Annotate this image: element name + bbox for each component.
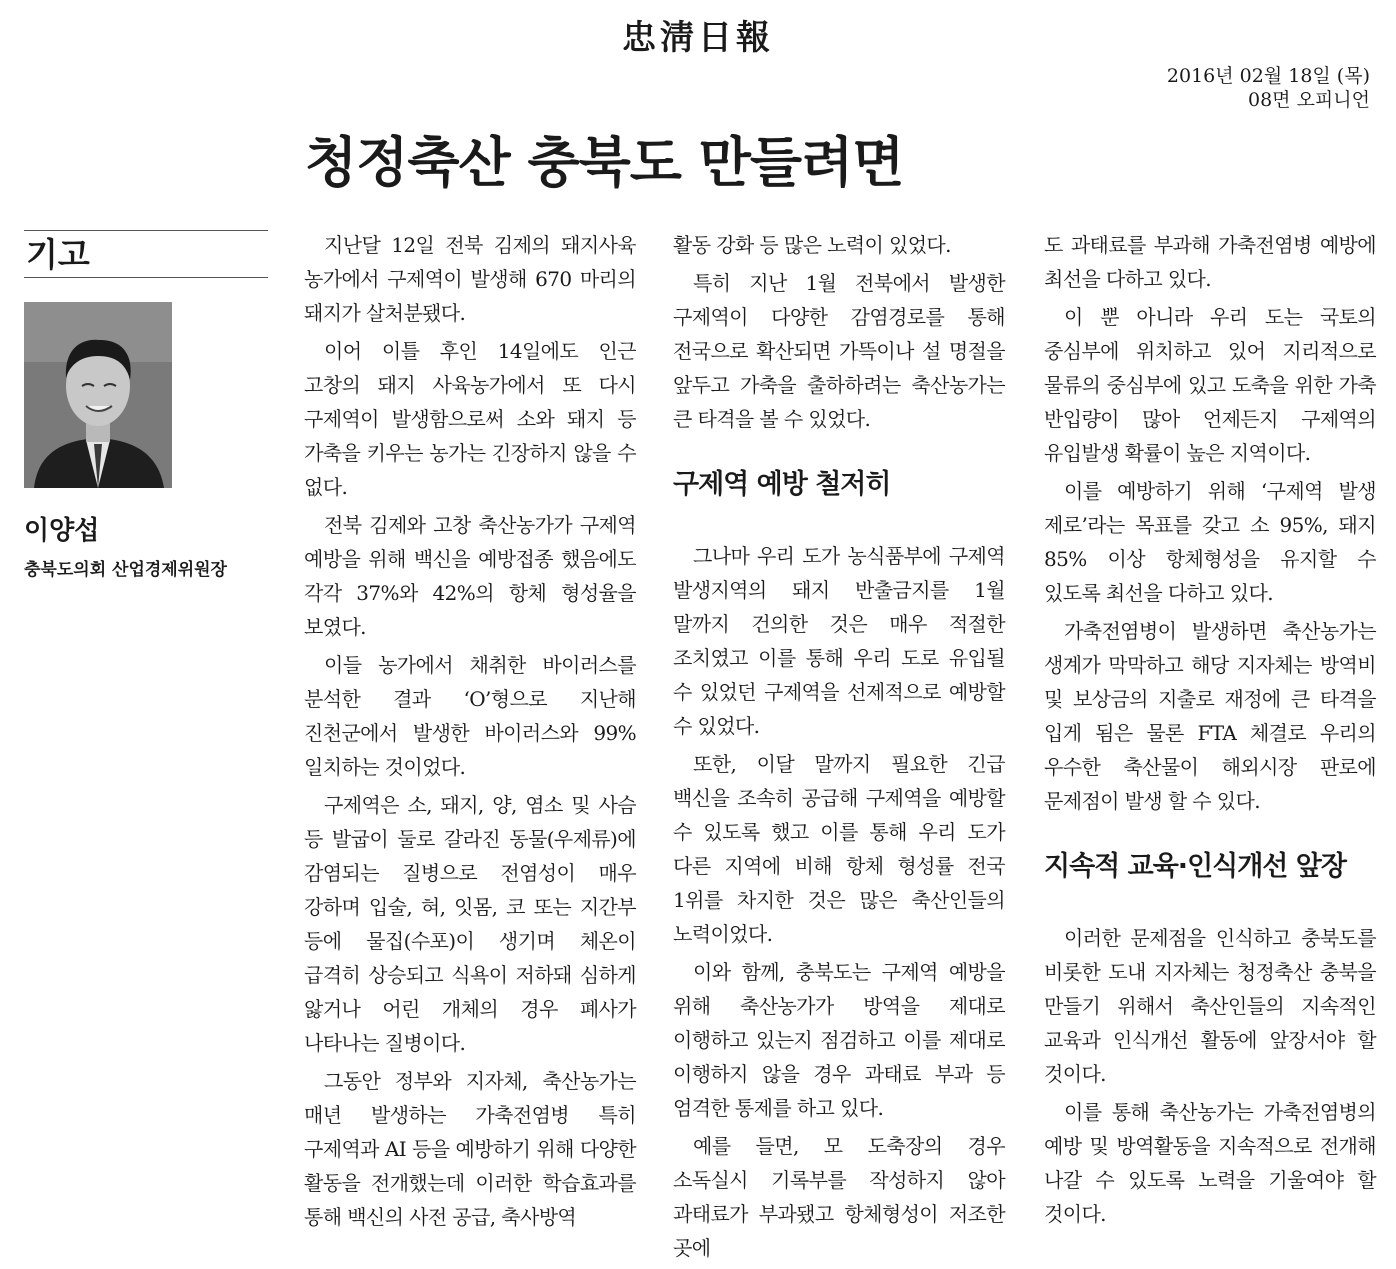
article-paragraph: 전북 김제와 고창 축산농가가 구제역 예방을 위해 백신을 예방접종 했음에도 각각 37%와 42%의 항체 형성율을 보였다.	[304, 513, 636, 639]
article-paragraph: 이러한 문제점을 인식하고 충북도를 비롯한 도내 지자체는 청정축산 충북을 만들기 위해서 축산인들의 지속적인 교육과 인식개선 활동에 앞장서야 할 것이다.	[1044, 926, 1376, 1086]
article-column-1	[304, 228, 636, 1238]
article-paragraph: 이들 농가에서 채취한 바이러스를 분석한 결과 ‘O’형으로 지난해 진천군에서 발생한 바이러스와 99% 일치하는 것이었다.	[304, 653, 636, 779]
article-paragraph: 또한, 이달 말까지 필요한 긴급 백신을 조속히 공급해 구제역을 예방할 수 있도록 했고 이를 통해 우리 도가 다른 지역에 비해 항체 형성률 전국 1위를 차지한 것은 많은 축산인들의 노력이었다.	[673, 752, 1005, 946]
section-label: 기고	[26, 235, 90, 274]
article-subheading: 구제역 예방 철저히	[673, 469, 891, 500]
article-paragraph: 이 뿐 아니라 우리 도는 국토의 중심부에 위치하고 있어 지리적으로 물류의 중심부에 있고 도축을 위한 가축 반입량이 많아 언제든지 구제역의 유입발생 확률이 높은 지역이다.	[1044, 305, 1376, 465]
article-paragraph: 구제역은 소, 돼지, 양, 염소 및 사슴 등 발굽이 둘로 갈라진 동물(우제류)에 감염되는 질병으로 전염성이 매우 강하며 입술, 혀, 잇몸, 코 또는 지간부 등에 물집(수포)이 생기며 체온이 급격히 상승되고 식욕이 저하돼 심하게 앓거나 어린 개체의 경우 폐사가 나타나는 질병이다.	[304, 793, 636, 1055]
divider	[24, 277, 268, 278]
page-section: 08면 오피니언	[1248, 89, 1370, 111]
dateline	[1167, 64, 1370, 112]
article-paragraph: 그동안 정부와 지자체, 축산농가는 매년 발생하는 가축전염병 특히 구제역과 AI 등을 예방하기 위해 다양한 활동을 전개했는데 이러한 학습효과를 통해 백신의 사전 공급, 축사방역	[304, 1069, 636, 1229]
article-paragraph: 활동 강화 등 많은 노력이 있었다.	[673, 233, 951, 257]
article-paragraph: 이를 통해 축산농가는 가축전염병의 예방 및 방역활동을 지속적으로 전개해 나갈 수 있도록 노력을 기울여야 할 것이다.	[1044, 1100, 1376, 1226]
article-paragraph: 예를 들면, 모 도축장의 경우 소독실시 기록부를 작성하지 않아 과태료가 부과됐고 항체형성이 저조한 곳에	[673, 1134, 1005, 1260]
article-column-3	[1044, 228, 1376, 1235]
article-paragraph: 도 과태료를 부과해 가축전염병 예방에 최선을 다하고 있다.	[1044, 233, 1376, 291]
article-paragraph: 가축전염병이 발생하면 축산농가는 생계가 막막하고 해당 지자체는 방역비 및 보상금의 지출로 재정에 큰 타격을 입게 됨은 물론 FTA 체결로 우리의 우수한 축산물이 해외시장 판로에 문제점이 발생 할 수 있다.	[1044, 619, 1376, 813]
author-title: 충북도의회 산업경제위원장	[24, 560, 227, 580]
publication-date: 2016년 02월 18일 (목)	[1166, 65, 1370, 87]
author-name: 이양섭	[24, 516, 100, 546]
article-subheading: 지속적 교육·인식개선 앞장	[1044, 851, 1346, 882]
article-column-2	[673, 228, 1005, 1269]
article-paragraph: 그나마 우리 도가 농식품부에 구제역 발생지역의 돼지 반출금지를 1월 말까지 건의한 것은 매우 적절한 조치였고 이를 통해 우리 도로 유입될 수 있었던 구제역을 선제적으로 예방할 수 있었다.	[673, 544, 1005, 738]
article-paragraph: 특히 지난 1월 전북에서 발생한 구제역이 다양한 감염경로를 통해 전국으로 확산되면 가뜩이나 설 명절을 앞두고 가축을 출하하려는 축산농가는 큰 타격을 볼 수 있었다.	[673, 271, 1005, 431]
article-paragraph: 이어 이틀 후인 14일에도 인근 고창의 돼지 사육농가에서 또 다시 구제역이 발생함으로써 소와 돼지 등 가축을 키우는 농가는 긴장하지 않을 수 없다.	[304, 339, 636, 499]
author-sidebar	[24, 230, 268, 580]
article-paragraph: 이를 예방하기 위해 ‘구제역 발생 제로’라는 목표를 갖고 소 95%, 돼지 85% 이상 항체형성을 유지할 수 있도록 최선을 다하고 있다.	[1044, 479, 1376, 605]
article-paragraph: 이와 함께, 충북도는 구제역 예방을 위해 축산농가가 방역을 제대로 이행하고 있는지 점검하고 이를 제대로 이행하지 않을 경우 과태료 부과 등 엄격한 통제를 하고 있다.	[673, 960, 1005, 1120]
author-photo	[24, 302, 172, 488]
article-headline: 청정축산 충북도 만들려면	[305, 131, 904, 194]
article-paragraph: 지난달 12일 전북 김제의 돼지사육 농가에서 구제역이 발생해 670 마리의 돼지가 살처분됐다.	[304, 233, 636, 325]
newspaper-masthead: 忠淸日報	[622, 18, 774, 58]
